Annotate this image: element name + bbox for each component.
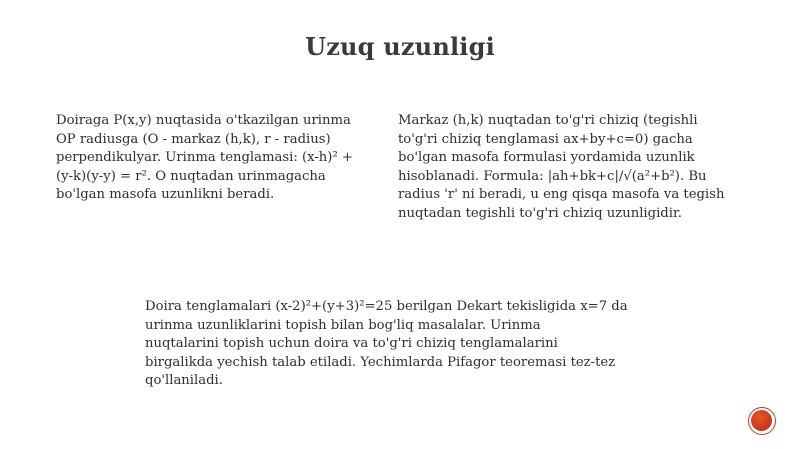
paragraph-line: bo'lgan masofa uzunlikni beradi. [56,187,275,203]
paragraph-line: nuqtalarini topish uchun doira va to'g'ri chiziq tenglamalarini [145,336,558,352]
slide-title: Uzuq uzunligi [305,32,495,61]
paragraph-line: to'g'ri chiziq tenglamasi ax+by+c=0) gacha [398,131,693,147]
left-paragraph [56,112,386,205]
paragraph-line: nuqtadan tegishli to'g'ri chiziq uzunligidir. [398,205,682,221]
paragraph-line: Doira tenglamalari (x-2)²+(y+3)²=25 berilgan Dekart tekisligida x=7 da [145,299,628,314]
right-paragraph [398,112,758,224]
circle-next-icon [751,410,772,431]
paragraph-line: birgalikda yechish talab etiladi. Yechimlarda Pifagor teoremasi tez-tez [145,354,616,370]
paragraph-line: urinma uzunliklarini topish bilan bog'liq masalalar. Urinma [145,317,541,333]
paragraph-line: perpendikulyar. Urinma tenglamasi: (x-h)² + [56,150,353,166]
paragraph-line: bo'lgan masofa formulasi yordamida uzunlik [398,150,695,166]
paragraph-line: hisoblanadi. Formula: |ah+bk+c|/√(a²+b²). Bu [398,168,707,184]
paragraph-line: Doiraga P(x,y) nuqtasida o'tkazilgan urinma [56,113,351,128]
paragraph-line: (y-k)(y-y) = r². O nuqtadan urinmagacha [56,168,326,184]
paragraph-line: radius 'r' ni beradi, u eng qisqa masofa va tegish [398,187,725,203]
bottom-paragraph [145,298,665,391]
paragraph-line: Markaz (h,k) nuqtadan to'g'ri chiziq (tegishli [398,113,698,128]
next-slide-button[interactable] [748,407,776,435]
paragraph-line: OP radiusga (O - markaz (h,k), r - radius) [56,131,331,147]
paragraph-line: qo'llaniladi. [145,373,223,389]
